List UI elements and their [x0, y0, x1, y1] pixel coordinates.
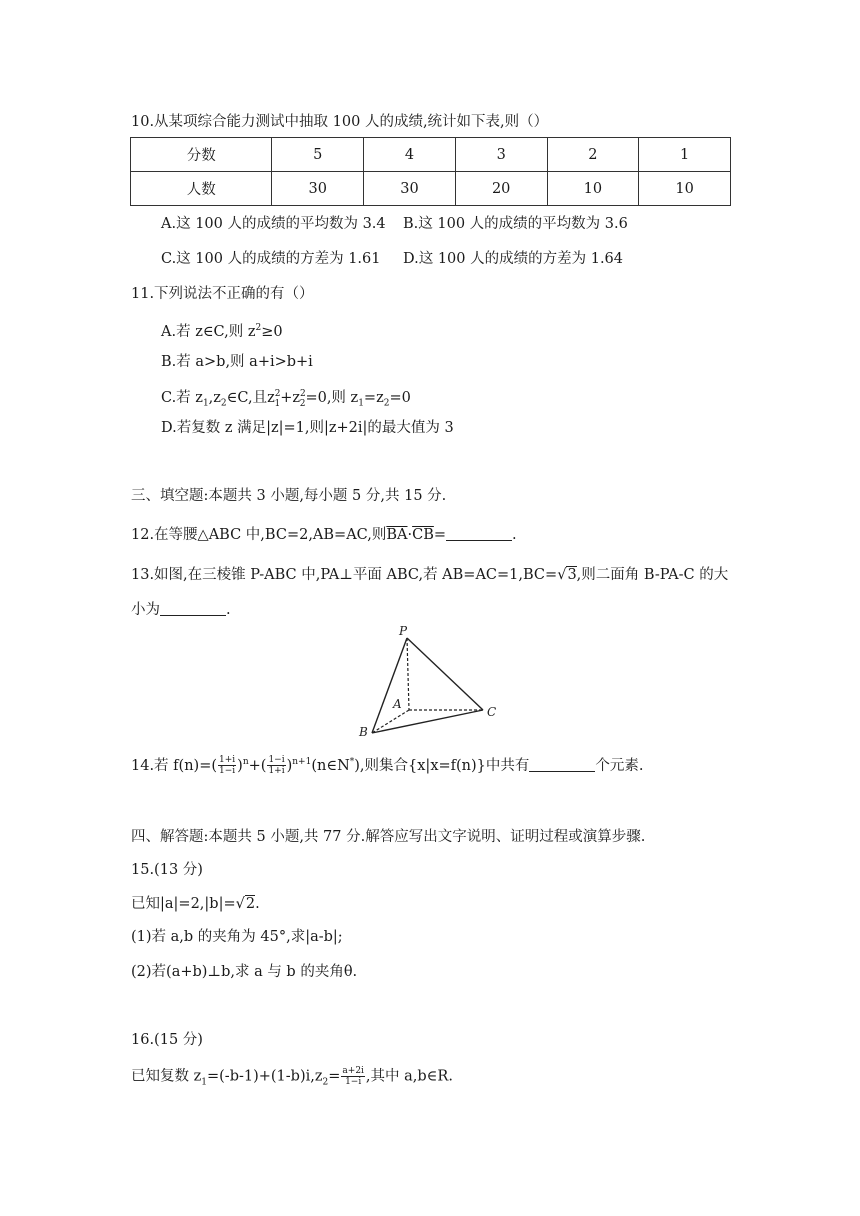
- q11-option-c: C.若 $z_1,z_2\in C$,且$z^2_1+z^2_2=0$,则 $z_1=z_2=0$: [161, 389, 411, 409]
- table-cell: 人数: [131, 172, 272, 206]
- q16-given: 已知复数 $z_1=(-b-1)+(1-b)i,z_2=$ $\frac{a+2i}{1-i}$ ,其中 a,b∈R.: [131, 1066, 453, 1088]
- table-cell: 10: [547, 172, 639, 206]
- answer-blank: [529, 757, 595, 772]
- table-cell: 3: [455, 138, 547, 172]
- table-cell: 20: [455, 172, 547, 206]
- q15-given: 已知|a|=2,|b|=√2.: [131, 896, 260, 912]
- answer-blank: [160, 601, 226, 616]
- q10-option-d: D.这 100 人的成绩的方差为 1.64: [403, 251, 624, 267]
- q10-option-a: A.这 100 人的成绩的平均数为 3.4: [161, 216, 386, 232]
- table-row: [131, 138, 731, 172]
- q14-text: 14.若 f(n)=( $\frac{1+i}{1-i}$ )$^n$+( $\frac{1-i}{1+i}$ )$^{n+1}$(n∈N*),则集合{x|x=f(n)}中共有 个元素.: [131, 755, 644, 777]
- vertex-label-p: P: [399, 624, 408, 638]
- q10-option-c: C.这 100 人的成绩的方差为 1.61: [161, 251, 381, 267]
- q15-heading: 15.(13 分): [131, 862, 203, 878]
- q12-text: 12.在等腰△ABC 中,BC=2,AB=AC,则$\overline{BA}\cdot\overline{CB}=$ .: [131, 527, 517, 543]
- q10-stem: 10.从某项综合能力测试中抽取 100 人的成绩,统计如下表,则（）: [131, 114, 549, 130]
- table-cell: 30: [364, 172, 456, 206]
- table-cell: 分数: [131, 138, 272, 172]
- section-four-heading: 四、解答题:本题共 5 小题,共 77 分.解答应写出文字说明、证明过程或演算步骤.: [131, 829, 646, 845]
- vertex-label-a: A: [393, 697, 402, 711]
- q16-heading: 16.(15 分): [131, 1032, 203, 1048]
- q15-part-1: (1)若 a,b 的夹角为 45°,求|a-b|;: [131, 929, 343, 945]
- table-cell: 1: [639, 138, 731, 172]
- q11-option-b: B.若 a>b,则 a+i>b+i: [161, 354, 313, 370]
- q11-stem: 11.下列说法不正确的有（）: [131, 286, 314, 302]
- q13-text: 13.如图,在三棱锥 P-ABC 中,PA⊥平面 ABC,若 AB=AC=1,BC=√3,则二面角 B-PA-C 的大: [131, 567, 729, 583]
- q11-option-d: D.若复数 z 满足|z|=1,则|z+2i|的最大值为 3: [161, 420, 454, 436]
- table-cell: 4: [364, 138, 456, 172]
- table-cell: 10: [639, 172, 731, 206]
- vertex-label-c: C: [487, 705, 497, 719]
- section-three-heading: 三、填空题:本题共 3 小题,每小题 5 分,共 15 分.: [131, 488, 447, 504]
- q15-part-2: (2)若(a+b)⊥b,求 a 与 b 的夹角θ.: [131, 964, 358, 980]
- q10-option-b: B.这 100 人的成绩的平均数为 3.6: [403, 216, 628, 232]
- q11-option-a: A.若 z∈C,则 $z^2\ge 0$: [161, 323, 283, 340]
- table-row: [131, 172, 731, 206]
- pyramid-figure: [355, 620, 515, 740]
- table-cell: 5: [272, 138, 364, 172]
- score-table: [130, 137, 731, 206]
- table-cell: 2: [547, 138, 639, 172]
- vertex-label-b: B: [359, 725, 368, 739]
- answer-blank: [446, 526, 512, 541]
- q13-text-line2: 小为 .: [131, 602, 231, 618]
- table-cell: 30: [272, 172, 364, 206]
